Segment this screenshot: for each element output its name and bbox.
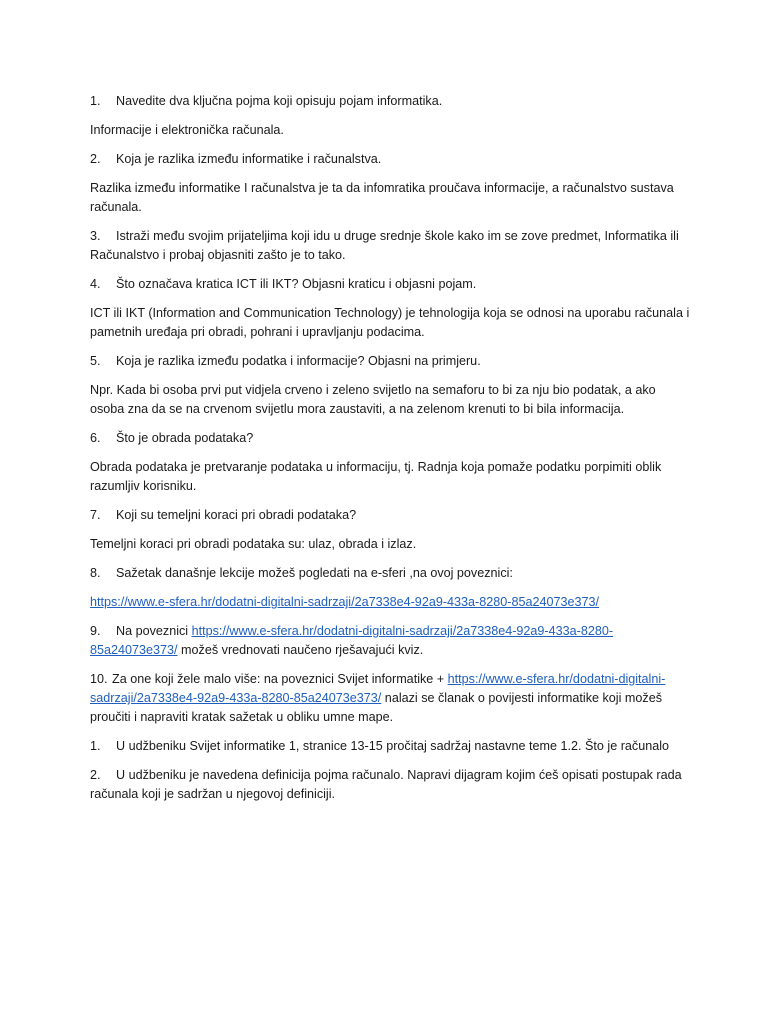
answer-6: Obrada podataka je pretvaranje podataka u informaciju, tj. Radnja koja pomaže podatku porpimiti oblik razumljiv korisniku. (90, 460, 662, 493)
question-3 (90, 227, 690, 265)
question-number: 8. (90, 566, 101, 580)
question-number: 2. (90, 152, 101, 166)
question-number: 5. (90, 354, 101, 368)
question-text-before: Na poveznici (116, 624, 192, 638)
question-8 (90, 564, 690, 583)
question-text: Koja je razlika između informatike i računalstva. (116, 152, 382, 166)
question-5 (90, 352, 690, 371)
question-text-after: možeš vrednovati naučeno rješavajući kviz. (177, 643, 424, 657)
question-number: 10. (90, 672, 108, 686)
question-number: 9. (90, 624, 101, 638)
task-number: 1. (90, 739, 101, 753)
question-10 (90, 670, 690, 727)
task-text: U udžbeniku je navedena definicija pojma računalo. Napravi dijagram kojim ćeš opisati postupak rada računala koji je sadržan u njegovoj definiciji. (90, 768, 682, 801)
question-number: 1. (90, 94, 101, 108)
answer-5: Npr. Kada bi osoba prvi put vidjela crveno i zeleno svijetlo na semaforu to bi za nju bio podatak, a ako osoba zna da se na crvenom svijetlu mora zaustaviti, a na zelenom krenuti to bi bila informacija. (90, 383, 656, 416)
answer-4: ICT ili IKT (Information and Communication Technology) je tehnologija koja se odnosi na uporabu računala i pametnih uređaja pri obradi, pohrani i upravljanju podacima. (90, 306, 690, 339)
answer-1: Informacije i elektronička računala. (90, 123, 284, 137)
question-number: 3. (90, 229, 101, 243)
question-text: Sažetak današnje lekcije možeš pogledati na e-sferi ,na ovoj poveznici: (116, 566, 513, 580)
question-text: Istraži među svojim prijateljima koji idu u druge srednje škole kako im se zove predmet, Informatika ili Računalstvo i probaj objasniti zašto je to tako. (90, 229, 679, 262)
document-page (90, 92, 690, 814)
task-2 (90, 766, 690, 804)
question-1 (90, 92, 690, 111)
task-1 (90, 737, 690, 756)
question-4 (90, 275, 690, 294)
question-7 (90, 506, 690, 525)
question-text: Koji su temeljni koraci pri obradi podataka? (116, 508, 357, 522)
link-paragraph-8 (90, 593, 690, 612)
question-9 (90, 622, 690, 660)
answer-2: Razlika između informatike I računalstva je ta da infomratika proučava informacije, a računalstvo sustava računala. (90, 181, 674, 214)
e-sfera-article-link[interactable]: https://www.e-sfera.hr/dodatni-digitalni-sadrzaji/2a7338e4-92a9-433a-8280-85a24073e373/ (90, 672, 666, 705)
question-number: 4. (90, 277, 101, 291)
question-text: Navedite dva ključna pojma koji opisuju pojam informatika. (116, 94, 443, 108)
question-text: Koja je razlika između podatka i informacije? Objasni na primjeru. (116, 354, 481, 368)
task-text: U udžbeniku Svijet informatike 1, stranice 13-15 pročitaj sadržaj nastavne teme 1.2. Što je računalo (116, 739, 670, 753)
task-number: 2. (90, 768, 101, 782)
question-6 (90, 429, 690, 448)
question-text-before: Za one koji žele malo više: na poveznici Svijet informatike + (112, 672, 448, 686)
answer-7: Temeljni koraci pri obradi podataka su: ulaz, obrada i izlaz. (90, 537, 417, 551)
question-2 (90, 150, 690, 169)
question-text: Što označava kratica ICT ili IKT? Objasni kraticu i objasni pojam. (116, 277, 477, 291)
question-number: 7. (90, 508, 101, 522)
question-number: 6. (90, 431, 101, 445)
e-sfera-quiz-link[interactable]: https://www.e-sfera.hr/dodatni-digitalni-sadrzaji/2a7338e4-92a9-433a-8280-85a24073e373/ (90, 624, 614, 657)
question-text: Što je obrada podataka? (116, 431, 254, 445)
e-sfera-link[interactable]: https://www.e-sfera.hr/dodatni-digitalni-sadrzaji/2a7338e4-92a9-433a-8280-85a24073e373/ (90, 595, 599, 609)
question-text-after: nalazi se članak o povijesti informatike koji možeš proučiti i napraviti kratak sažetak u obliku umne mape. (90, 691, 662, 724)
